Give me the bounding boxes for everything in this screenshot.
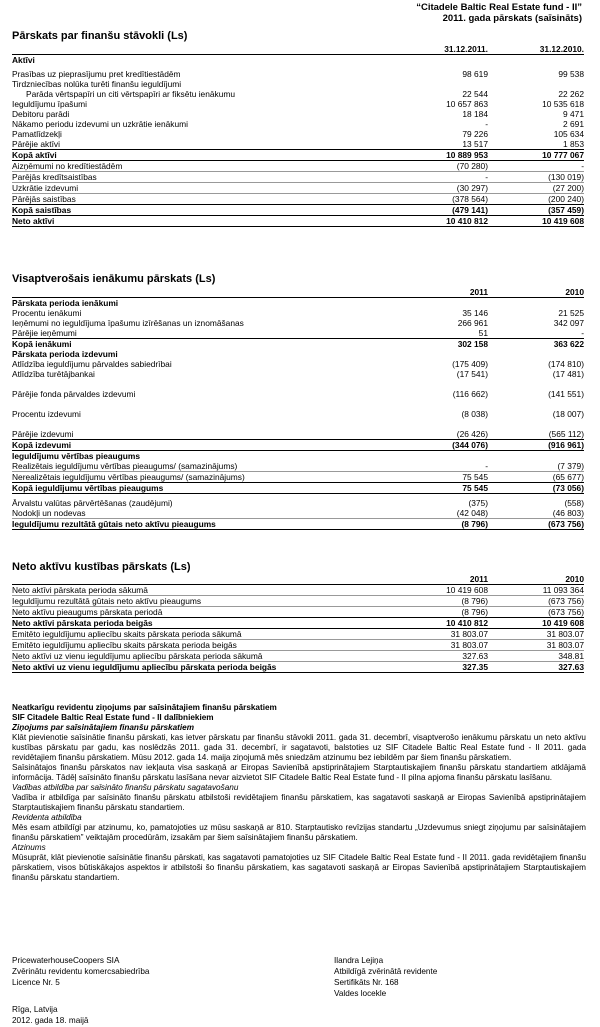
col-header: 31.12.2010.: [488, 42, 584, 55]
row-value: (916 961): [488, 439, 584, 450]
row-label: Ieguldījumu īpašumi: [12, 99, 87, 109]
table-row: [12, 369, 584, 379]
row-value: 9 471: [563, 109, 584, 119]
table-row: [12, 79, 584, 89]
row-value: 10 419 608: [488, 216, 584, 227]
table-row: [12, 596, 584, 607]
table-row: [12, 508, 584, 519]
table-row: [12, 461, 584, 472]
table-row: [12, 119, 584, 129]
row-value: 79 226: [462, 129, 488, 139]
row-value: 342 097: [553, 318, 584, 328]
row-value: 22 262: [558, 89, 584, 99]
report-header: [416, 2, 582, 24]
row-label: Pārskata perioda izdevumi: [12, 349, 118, 359]
row-label: Kopā ienākumi: [12, 339, 396, 350]
auditor-role: Valdes locekle: [334, 989, 387, 998]
row-label: Pārējie ieņēmumi: [12, 328, 77, 338]
row-label: Procentu izdevumi: [12, 409, 81, 419]
income-statement-title: Visaptverošais ienākumu pārskats (Ls): [12, 273, 216, 285]
table-row: [12, 129, 584, 139]
row-value: 31 803.07: [396, 629, 488, 640]
signature-place-date: [12, 1004, 88, 1026]
row-value: [488, 450, 584, 461]
row-value: (558): [564, 498, 584, 508]
row-value: (8 038): [461, 409, 488, 419]
auditor-name: Ilandra Lejiņa: [334, 956, 384, 965]
table-row: [12, 585, 584, 596]
row-value: 35 146: [462, 308, 488, 318]
audit-addressee: SIF Citadele Baltic Real Estate fund - II dalībniekiem: [12, 713, 214, 722]
table-row: [12, 450, 584, 461]
row-value: 51: [478, 328, 488, 338]
row-value: (65 677): [552, 471, 584, 482]
row-value: 10 419 608: [488, 618, 584, 629]
row-value: (174 810): [548, 359, 584, 369]
row-value: 22 544: [462, 89, 488, 99]
firm-licence: Licence Nr. 5: [12, 978, 60, 987]
table-row: [12, 139, 584, 150]
row-value: [396, 298, 488, 309]
table-row: [12, 109, 584, 119]
col-header: 2010: [488, 285, 584, 298]
row-label: Nodokļi un nodevas: [12, 508, 396, 519]
row-label: Ieņēmumi no ieguldījuma īpašumu izīrēšanas un iznomāšanas: [12, 318, 244, 328]
row-label: Kopā izdevumi: [12, 439, 396, 450]
auditor-title: Atbildīgā zvērinātā revidente: [334, 967, 438, 976]
table-row: [12, 349, 584, 359]
row-label: Procentu ienākumi: [12, 308, 82, 318]
row-value: 21 525: [558, 308, 584, 318]
audit-subheading: Ziņojums par saīsinātajiem finanšu pārskatiem: [12, 723, 195, 732]
row-value: -: [581, 328, 584, 338]
row-label: Parējās kredītsaistības: [12, 172, 396, 183]
row-value: (375): [468, 498, 488, 508]
row-label: Debitoru parādi: [12, 109, 70, 119]
row-value: (30 297): [396, 183, 488, 194]
row-value: (7 379): [488, 461, 584, 472]
row-label: Prasības uz pieprasījumu pret kredītiestādēm: [12, 69, 181, 79]
table-row: [12, 172, 584, 183]
row-label: Kopā aktīvi: [12, 150, 396, 161]
table-header-row: [12, 42, 584, 55]
firm-type: Zvērinātu revidentu komercsabiedrība: [12, 967, 150, 976]
row-value: 1 853: [563, 139, 584, 149]
row-value: 327.35: [396, 662, 488, 673]
row-value: (27 200): [488, 183, 584, 194]
audit-subheading: Atzinums: [12, 843, 46, 852]
row-label: Pārējie fonda pārvaldes izdevumi: [12, 389, 136, 399]
table-row: [12, 308, 584, 318]
row-label: Emitēto ieguldījumu apliecību skaits pārskata perioda sākumā: [12, 629, 396, 640]
row-value: (8 796): [396, 596, 488, 607]
table-row: [12, 359, 584, 369]
row-value: (479 141): [396, 205, 488, 216]
audit-subheading: Vadības atbildība par saīsināto finanšu pārskatu sagatavošanu: [12, 783, 239, 792]
row-label: Aktīvi: [12, 55, 35, 65]
row-label: Uzkrātie izdevumi: [12, 183, 396, 194]
row-value: [396, 79, 488, 89]
row-value: [488, 79, 584, 89]
row-label: Tirdzniecības nolūka turēti finanšu ieguldījumi: [12, 79, 182, 89]
date: 2012. gada 18. maijā: [12, 1016, 89, 1025]
row-label: Atlīdzība turētājbankai: [12, 369, 95, 379]
audit-subheading: Revidenta atbildība: [12, 813, 82, 822]
table-row: [12, 662, 584, 673]
row-value: 10 410 812: [396, 618, 488, 629]
row-label: Pārējie aktīvi: [12, 139, 60, 149]
row-value: (565 112): [548, 428, 584, 439]
audit-paragraph: Klāt pievienotie saīsinātie finanšu pārskati, kas ietver pārskatu par finanšu stāvokli 2011. gada 31. decembrī, visaptverošo ienākumu pārskatu un neto aktīvu kustības pārskatu par gadu, kas noslēdzās 2011. gada 31. decembrī, ir sagatavoti, balstoties uz SIF Citadele Baltic Real Estate fund - II 2011. gada revidētajiem finanšu pārskatiem. Mūsu 2012. gada 14. maija ziņojumā mēs sniedzām atzinumu bez iebildēm par šiem finanšu pārskatiem.: [12, 733, 586, 762]
audit-heading: Neatkarīgu revidentu ziņojums par saīsinātajiem finanšu pārskatiem: [12, 703, 277, 712]
row-label: Nerealizētais ieguldījumu vērtības pieaugums/ (samazinājums): [12, 471, 245, 482]
table-row: [12, 651, 584, 662]
row-value: 98 619: [462, 69, 488, 79]
row-value: [396, 55, 488, 66]
audit-paragraph: Saīsinātajos finanšu pārskatos nav iekļauta visa saskaņā ar Eiropas Savienībā apstiprinātajiem Starptautiskajiem finanšu pārskatu standartiem atklājamā informācija. Tādēļ saīsināto finanšu pārskatu lasīšana nevar aizvietot SIF Citadele Baltic Real Estate fund - II pilna apjoma finanšu pārskatu lasīšanu.: [12, 763, 586, 782]
row-value: 31 803.07: [488, 640, 584, 651]
row-value: 327.63: [488, 662, 584, 673]
row-value: -: [488, 161, 584, 172]
row-label: Neto aktīvi uz vienu ieguldījumu apliecību pārskata perioda sākumā: [12, 651, 396, 662]
row-value: (673 756): [488, 519, 584, 530]
table-row: [12, 216, 584, 227]
row-label: Emitēto ieguldījumu apliecību skaits pārskata perioda beigās: [12, 640, 396, 651]
table-row: [12, 183, 584, 194]
audit-paragraph: Mēs esam atbildīgi par atzinumu, ko, pamatojoties uz mūsu saskaņā ar 810. Starptautisko revīzijas standartu „Uzdevumus sniegt ziņojumu par saīsinātajiem finanšu pārskatiem” veiktajām procedūrām, izsakām par šiem saīsinātajiem finanšu pārskatiem.: [12, 823, 586, 842]
table-row: [12, 194, 584, 205]
table-row: [12, 493, 584, 508]
col-header: 31.12.2011.: [396, 42, 488, 55]
table-row: [12, 298, 584, 309]
table-row: [12, 55, 584, 66]
row-value: (344 076): [396, 439, 488, 450]
table-row: [12, 618, 584, 629]
table-header-row: [12, 285, 584, 298]
row-value: (8 796): [396, 519, 488, 530]
signature-auditor: [334, 955, 437, 999]
row-value: 302 158: [396, 339, 488, 350]
row-value: (42 048): [396, 508, 488, 519]
row-label: Ārvalstu valūtas pārvērtēšanas (zaudējumi): [12, 498, 173, 508]
row-value: 75 545: [396, 482, 488, 493]
row-value: (17 481): [552, 369, 584, 379]
table-row: [12, 65, 584, 79]
row-value: -: [485, 119, 488, 129]
row-value: [488, 349, 584, 359]
row-value: 105 634: [553, 129, 584, 139]
table-row: [12, 640, 584, 651]
balance-sheet-table: [12, 42, 584, 227]
row-label: Ieguldījumu rezultātā gūtais neto aktīvu pieaugums: [12, 519, 396, 530]
row-label: Pārējie izdevumi: [12, 428, 74, 439]
row-label: Kopā saistības: [12, 205, 396, 216]
col-header: 2011: [396, 285, 488, 298]
table-row: [12, 399, 584, 419]
row-label: Parāda vērtspapīri un citi vērtspapīri ar fiksētu ienākumu: [26, 89, 236, 99]
row-value: [488, 55, 584, 66]
row-value: (130 019): [488, 172, 584, 183]
row-label: Neto aktīvu pieaugums pārskata periodā: [12, 607, 163, 617]
row-label: Neto aktīvi uz vienu ieguldījumu apliecību pārskata perioda beigās: [12, 662, 396, 673]
table-row: [12, 150, 584, 161]
row-value: (673 756): [488, 596, 584, 607]
table-header-row: [12, 572, 584, 585]
table-row: [12, 607, 584, 618]
place: Rīga, Latvija: [12, 1005, 58, 1014]
row-value: 363 622: [488, 339, 584, 350]
row-value: [488, 298, 584, 309]
col-header: 2010: [488, 572, 584, 585]
row-value: (8 796): [461, 607, 488, 617]
balance-sheet-title: Pārskats par finanšu stāvokli (Ls): [12, 30, 188, 42]
row-value: 348.81: [488, 651, 584, 662]
table-row: [12, 419, 584, 439]
row-value: (17 541): [456, 369, 488, 379]
table-row: [12, 89, 584, 99]
row-label: Neto aktīvi pārskata perioda beigās: [12, 618, 396, 629]
row-label: Neto aktīvi pārskata perioda sākumā: [12, 585, 396, 596]
row-value: (116 662): [452, 389, 488, 399]
row-value: (141 551): [548, 389, 584, 399]
row-value: 31 803.07: [488, 629, 584, 640]
table-row: [12, 205, 584, 216]
row-label: Neto aktīvi: [12, 216, 396, 227]
row-value: 75 545: [462, 471, 488, 482]
audit-paragraph: Mūsuprāt, klāt pievienotie saīsinātie finanšu pārskati, kas sagatavoti pamatojoties uz SIF Citadele Baltic Real Estate fund - II 2011. gada revidētajiem finanšu pārskatiem, visos būtiskākajos aspektos ir atbilstoši šo finanšu pārskatiem, kas sagatavoti saskaņā ar Eiropas Savienībā apstiprinātajiem Starptautiskajiem finanšu pārskatu standartiem.: [12, 853, 586, 882]
col-header: 2011: [396, 572, 488, 585]
row-label: Ieguldījumu vērtības pieaugums: [12, 450, 140, 461]
table-row: [12, 471, 584, 482]
table-row: [12, 439, 584, 450]
row-label: Nākamo periodu izdevumi un uzkrātie ienākumi: [12, 119, 188, 129]
row-value: 266 961: [457, 318, 488, 328]
table-row: [12, 328, 584, 339]
auditor-certificate: Sertifikāts Nr. 168: [334, 978, 399, 987]
table-row: [12, 99, 584, 109]
row-label: Pārējās saistības: [12, 194, 76, 204]
row-value: [396, 450, 488, 461]
row-value: (46 803): [488, 508, 584, 519]
row-value: 31 803.07: [396, 640, 488, 651]
row-value: (73 056): [488, 482, 584, 493]
row-value: [396, 349, 488, 359]
net-assets-title: Neto aktīvu kustības pārskats (Ls): [12, 561, 191, 573]
row-value: 2 691: [563, 119, 584, 129]
row-value: (70 280): [396, 161, 488, 172]
table-row: [12, 379, 584, 399]
row-value: (200 240): [548, 194, 584, 204]
firm-name: PricewaterhouseCoopers SIA: [12, 956, 120, 965]
row-value: 10 889 953: [396, 150, 488, 161]
table-row: [12, 629, 584, 640]
row-value: 10 657 863: [446, 99, 488, 109]
row-value: (26 426): [456, 428, 488, 439]
row-value: 99 538: [558, 69, 584, 79]
table-row: [12, 519, 584, 530]
row-label: Atlīdzība ieguldījumu pārvaldes sabiedrībai: [12, 359, 172, 369]
row-value: (673 756): [548, 607, 584, 617]
row-value: 10 535 618: [542, 99, 584, 109]
row-value: 10 410 812: [396, 216, 488, 227]
table-row: [12, 482, 584, 493]
row-value: 11 093 364: [488, 585, 584, 596]
net-assets-table: [12, 572, 584, 673]
row-value: 13 517: [462, 139, 488, 149]
row-label: Kopā ieguldījumu vērtības pieaugums: [12, 482, 396, 493]
row-value: 327.63: [396, 651, 488, 662]
table-row: [12, 339, 584, 350]
row-label: Pamatlīdzekļi: [12, 129, 62, 139]
table-row: [12, 161, 584, 172]
row-value: (175 409): [452, 359, 488, 369]
row-value: 10 419 608: [396, 585, 488, 596]
fund-name: “Citadele Baltic Real Estate fund - II”: [416, 2, 582, 13]
auditor-report: [12, 703, 586, 883]
row-value: 18 184: [462, 109, 488, 119]
row-value: (357 459): [488, 205, 584, 216]
row-value: 10 777 067: [488, 150, 584, 161]
row-value: (18 007): [552, 409, 584, 419]
row-value: (378 564): [452, 194, 488, 204]
row-value: -: [396, 172, 488, 183]
table-row: [12, 318, 584, 328]
audit-paragraph: Vadība ir atbildīga par saīsināto finanšu pārskatu atbilstoši revidētajiem finanšu pārskatiem, kas sagatavoti saskaņā ar Eiropas Savienībā apstiprinātajiem Starptautiskajiem finanšu pārskatu standartiem.: [12, 793, 586, 812]
row-value: -: [396, 461, 488, 472]
report-name: 2011. gada pārskats (saīsināts): [442, 13, 582, 24]
row-label: Ieguldījumu rezultātā gūtais neto aktīvu pieaugums: [12, 596, 396, 607]
row-label: Pārskata perioda ienākumi: [12, 298, 119, 308]
row-label: Realizētais ieguldījumu vērtības pieaugums/ (samazinājums): [12, 461, 396, 472]
income-statement-table: [12, 285, 584, 530]
row-label: Aizņēmumi no kredītiestādēm: [12, 161, 396, 172]
signature-firm: [12, 955, 149, 988]
